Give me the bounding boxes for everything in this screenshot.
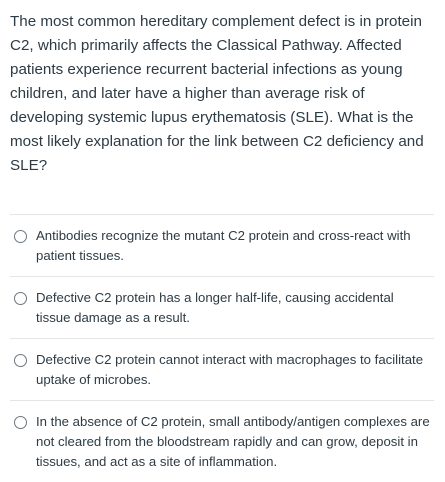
radio-button-icon[interactable] [14,230,27,243]
answer-list [10,214,434,482]
radio-button-icon[interactable] [14,292,27,305]
radio-button-icon[interactable] [14,416,27,429]
answer-label: In the absence of C2 protein, small antibody/antigen complexes are not cleared from the bloodstream rapidly and can grow, deposit in tissues, and act as a site of inflammation. [36,414,430,469]
answer-label: Defective C2 protein has a longer half-life, causing accidental tissue damage as a result. [36,290,394,325]
answer-option-4[interactable] [10,401,434,482]
question-text: The most common hereditary complement defect is in protein C2, which primarily affects the Classical Pathway. Affected patients experience recurrent bacterial infections as young children, and later have a higher than average risk of developing systemic lupus erythematosis (SLE). What is the most likely explanation for the link between C2 deficiency and SLE? [10,13,424,174]
answer-option-2[interactable] [10,277,434,339]
answer-option-1[interactable] [10,215,434,277]
radio-button-icon[interactable] [14,354,27,367]
answer-label: Antibodies recognize the mutant C2 protein and cross-react with patient tissues. [36,228,411,263]
answer-label: Defective C2 protein cannot interact with macrophages to facilitate uptake of microbes. [36,352,424,387]
answer-option-3[interactable] [10,339,434,401]
